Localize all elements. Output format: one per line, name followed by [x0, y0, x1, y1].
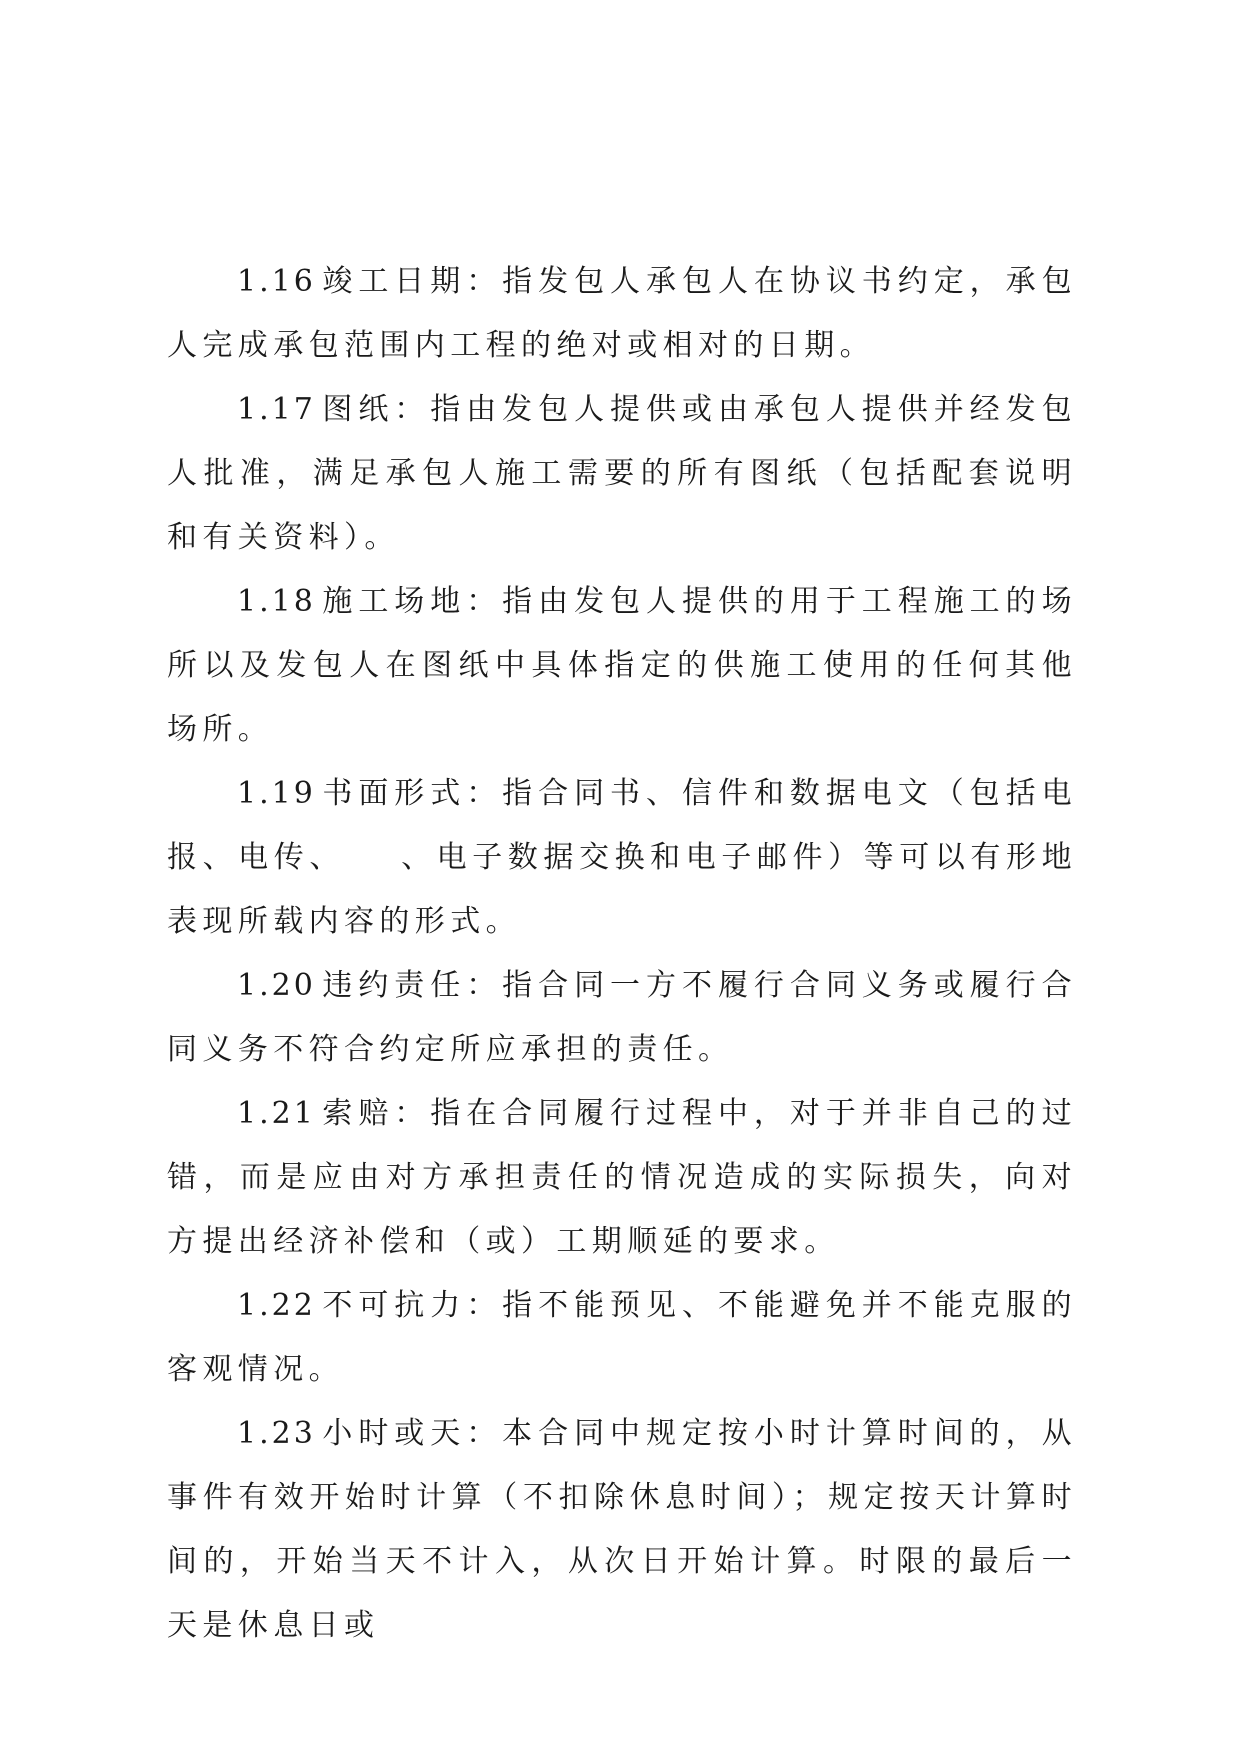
- clause-text: 不可抗力：指不能预见、不能避免并不能克服的客观情况。: [167, 1288, 1077, 1387]
- clause-text: 施工场地：指由发包人提供的用于工程施工的场所以及发包人在图纸中具体指定的供施工使用的任何其他场所。: [167, 584, 1077, 747]
- clause-number: 1.19: [237, 776, 316, 811]
- contract-definitions-body: [167, 250, 1077, 1658]
- clause-number: 1.22: [237, 1288, 316, 1323]
- clause-text: 索赔：指在合同履行过程中，对于并非自己的过错，而是应由对方承担责任的情况造成的实际损失，向对方提出经济补偿和（或）工期顺延的要求。: [167, 1096, 1077, 1259]
- clause-number: 1.18: [237, 584, 316, 619]
- clause-text: 竣工日期：指发包人承包人在协议书约定，承包人完成承包范围内工程的绝对或相对的日期。: [167, 264, 1077, 363]
- clause-text: 小时或天：本合同中规定按小时计算时间的，从事件有效开始时计算（不扣除休息时间）；规定按天计算时间的，开始当天不计入，从次日开始计算。时限的最后一天是休息日或: [167, 1416, 1077, 1643]
- clause-number: 1.20: [237, 968, 316, 1003]
- clause-1-18: [167, 570, 1077, 762]
- clause-text: 图纸：指由发包人提供或由承包人提供并经发包人批准，满足承包人施工需要的所有图纸（包括配套说明和有关资料）。: [167, 392, 1077, 555]
- clause-1-20: [167, 954, 1077, 1082]
- clause-1-22: [167, 1274, 1077, 1402]
- clause-1-16: [167, 250, 1077, 378]
- clause-1-21: [167, 1082, 1077, 1274]
- clause-number: 1.21: [237, 1096, 316, 1131]
- clause-1-17: [167, 378, 1077, 570]
- clause-number: 1.17: [237, 392, 316, 427]
- clause-text: 书面形式：指合同书、信件和数据电文（包括电报、电传、 、电子数据交换和电子邮件）等可以有形地表现所载内容的形式。: [167, 776, 1077, 939]
- clause-text: 违约责任：指合同一方不履行合同义务或履行合同义务不符合约定所应承担的责任。: [167, 968, 1077, 1067]
- clause-number: 1.23: [237, 1416, 316, 1451]
- clause-1-23: [167, 1402, 1077, 1658]
- clause-1-19: [167, 762, 1077, 954]
- clause-number: 1.16: [237, 264, 316, 299]
